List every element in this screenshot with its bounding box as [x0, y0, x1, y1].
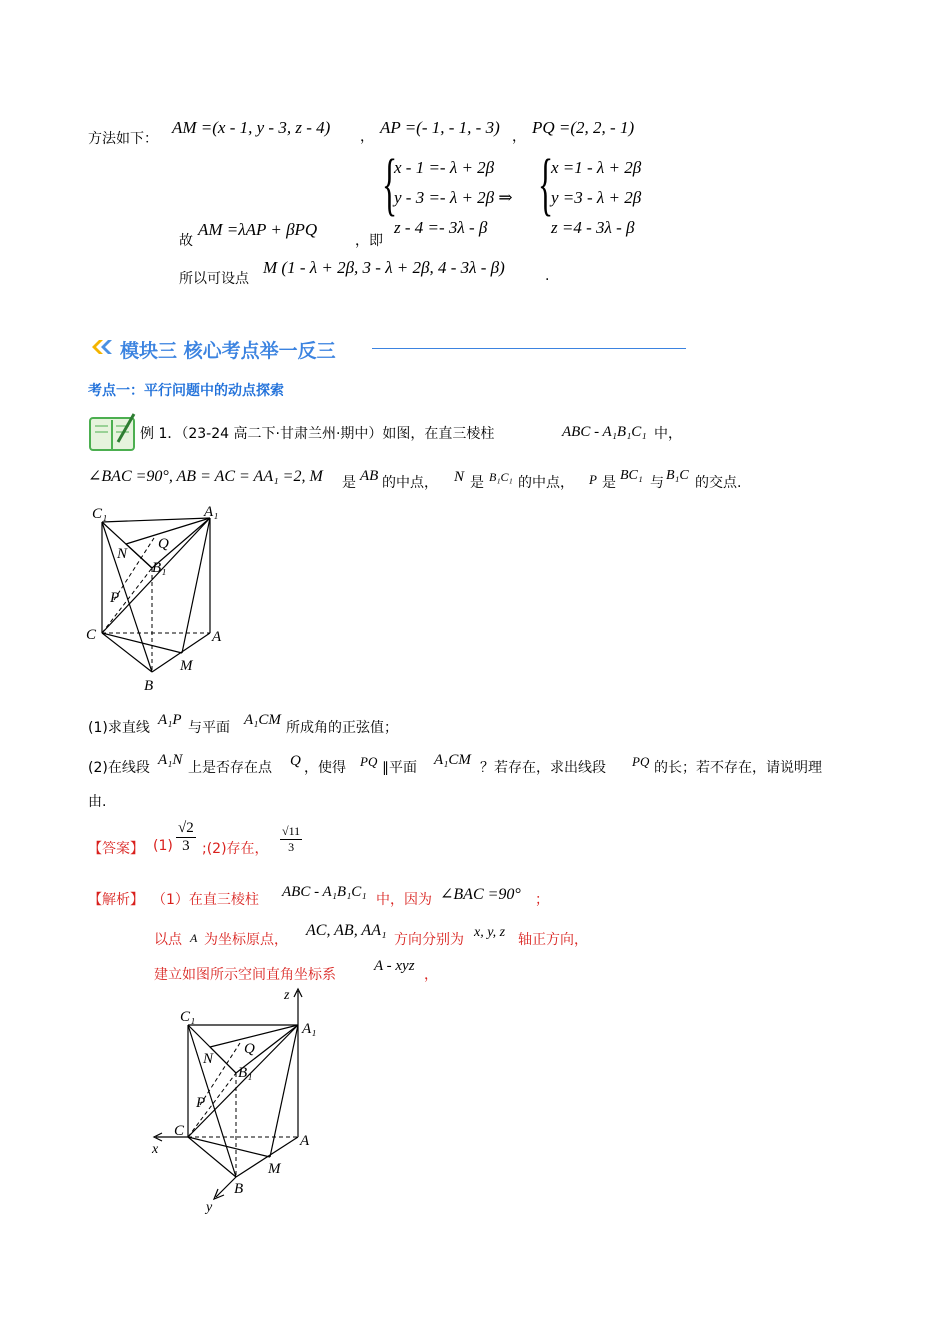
analysis-xyz: x, y, z — [474, 925, 506, 940]
q2-text: (2)在线段 — [88, 760, 150, 776]
sys-right-2: y =3 - λ + 2β — [551, 188, 642, 207]
analysis-text: 建立如图所示空间直角坐标系 — [154, 967, 336, 983]
fig1-label-a: A — [212, 629, 222, 645]
text: 是 — [602, 475, 616, 491]
answer-p1: (1) — [153, 838, 173, 854]
text: 与 — [650, 475, 664, 491]
analysis-text: 轴正方向， — [518, 932, 588, 948]
example-line1: 例 1．（23-24 高二下·甘肃兰州·期中）如图，在直三棱柱 — [140, 426, 495, 442]
q1-text: 与平面 — [188, 720, 230, 736]
analysis-coord-sys: A - xyz — [374, 958, 415, 974]
analysis-prism: ABC - A₁B₁C₁ — [282, 884, 367, 900]
book-icon — [88, 410, 138, 456]
seg-ab: AB — [360, 468, 379, 484]
module-header — [90, 336, 118, 362]
text: 的中点， — [518, 475, 574, 491]
fig2-label-n: N — [203, 1051, 214, 1067]
q2-text: 的长；若不存在，请说明理 — [654, 760, 822, 776]
frac1-den: 3 — [182, 838, 190, 854]
gu-text: 故 — [179, 233, 193, 249]
right-brace: { — [538, 146, 554, 223]
text: 的交点. — [695, 475, 742, 491]
zhong: 中， — [654, 426, 682, 442]
q1-text: (1)求直线 — [88, 720, 150, 736]
separator: ， — [512, 129, 526, 145]
sys-right-3: z =4 - 3λ - β — [551, 218, 635, 237]
fig2-label-y: y — [206, 1200, 213, 1215]
frac2-num: √11 — [282, 824, 301, 838]
fig1-label-a1: A₁ — [204, 504, 219, 520]
text: 的中点， — [382, 475, 438, 491]
q1-line: A₁P — [158, 712, 182, 728]
prism-figure-2 — [148, 985, 328, 1215]
analysis-text: （1）在直三棱柱 — [152, 892, 259, 908]
answer-frac-1 — [176, 820, 196, 855]
fig1-label-b1: B₁ — [152, 560, 167, 576]
double-chevron-icon — [90, 336, 118, 358]
frac2-den: 3 — [288, 840, 295, 854]
analysis-text: 以点 — [154, 932, 182, 948]
point-p: P — [589, 472, 597, 487]
analysis-text: 方向分别为 — [394, 932, 464, 948]
analysis-angle: ∠BAC =90° — [440, 886, 521, 903]
sys-left-1: x - 1 =- λ + 2β — [394, 158, 495, 177]
fig2-label-m: M — [268, 1161, 281, 1177]
q1-plane: A₁CM — [244, 712, 281, 728]
analysis-text: 中，因为 — [376, 892, 432, 908]
seg-b1c: B₁C — [666, 468, 689, 483]
set-prefix: 所以可设点 — [179, 271, 249, 287]
prism-name: ABC - A₁B₁C₁ — [562, 424, 647, 440]
fig1-label-m: M — [180, 658, 193, 674]
prism-figure-1 — [82, 500, 232, 700]
q1-text: 所成角的正弦值； — [286, 720, 398, 736]
fig2-label-q: Q — [244, 1041, 255, 1057]
left-brace: { — [382, 146, 398, 223]
text: 是 — [470, 475, 484, 491]
analysis-text: ； — [535, 892, 549, 908]
fig1-label-b: B — [144, 678, 154, 694]
fig2-label-a: A — [300, 1133, 310, 1149]
text: 是 — [342, 475, 356, 491]
q2-text: ，使得 — [304, 760, 346, 776]
fig1-label-n: N — [117, 546, 128, 562]
frac1-num: √2 — [178, 820, 194, 836]
ap-vector-eq: AP =(- 1, - 1, - 3) — [380, 118, 500, 137]
fig1-label-c1: C₁ — [92, 506, 108, 522]
answer-p2: ;(2)存在， — [202, 841, 269, 857]
fig2-label-a1: A₁ — [302, 1021, 317, 1037]
method-intro: 方法如下： — [88, 131, 158, 147]
m-point: M (1 - λ + 2β, 3 - λ + 2β, 4 - 3λ - β) — [263, 258, 505, 277]
q2-text: ？若存在，求出线段 — [480, 760, 606, 776]
q2-text: ∥平面 — [382, 760, 417, 776]
fig2-label-x: x — [152, 1142, 159, 1157]
fig1-label-c: C — [86, 627, 97, 643]
ji-text: ，即 — [355, 233, 383, 249]
kaodian-title: 考点一：平行问题中的动点探索 — [88, 383, 284, 399]
pq-vector-eq: PQ =(2, 2, - 1) — [532, 118, 635, 137]
seg-bc1: BC₁ — [620, 468, 643, 483]
analysis-label: 【解析】 — [88, 892, 144, 908]
q2-text: 上是否存在点 — [188, 760, 272, 776]
answer-frac-2 — [280, 824, 302, 855]
fig2-label-c1: C₁ — [180, 1009, 196, 1025]
q2-plane: A₁CM — [434, 752, 471, 768]
sys-right-1: x =1 - λ + 2β — [551, 158, 642, 177]
period: . — [545, 268, 550, 284]
analysis-axes: AC, AB, AA₁ — [306, 922, 387, 939]
separator: ， — [360, 129, 374, 145]
q2-pq: PQ — [360, 754, 378, 769]
sys-left-3: z - 4 =- 3λ - β — [394, 218, 488, 237]
q2-seg: A₁N — [158, 752, 183, 768]
module-title: 模块三 核心考点举一反三 — [120, 340, 336, 362]
fig2-label-z: z — [284, 988, 290, 1003]
seg-b1c1: B₁C₁ — [489, 470, 513, 484]
q2-text: 由. — [88, 794, 107, 810]
sys-left-2: y - 3 =- λ + 2β ⇒ — [394, 188, 513, 207]
point-n: N — [454, 469, 465, 485]
analysis-text: 为坐标原点， — [204, 932, 288, 948]
analysis-origin: A — [190, 931, 198, 945]
combo-eq: AM =λAP + βPQ — [198, 220, 318, 239]
fig1-label-q: Q — [158, 536, 169, 552]
module-rule — [372, 348, 686, 349]
answer-label: 【答案】 — [88, 841, 144, 857]
fig2-label-b1: B₁ — [238, 1065, 253, 1081]
fig2-label-p: P — [196, 1095, 206, 1111]
conditions: ∠BAC =90°, AB = AC = AA₁ =2, M — [88, 468, 323, 485]
q2-q: Q — [290, 753, 301, 769]
q2-pq2: PQ — [632, 754, 650, 769]
fig2-label-c: C — [174, 1123, 185, 1139]
am-vector-eq: AM =(x - 1, y - 3, z - 4) — [172, 118, 331, 137]
fig1-label-p: P — [110, 590, 120, 606]
fig2-label-b: B — [234, 1181, 244, 1197]
analysis-text: ， — [424, 967, 438, 983]
